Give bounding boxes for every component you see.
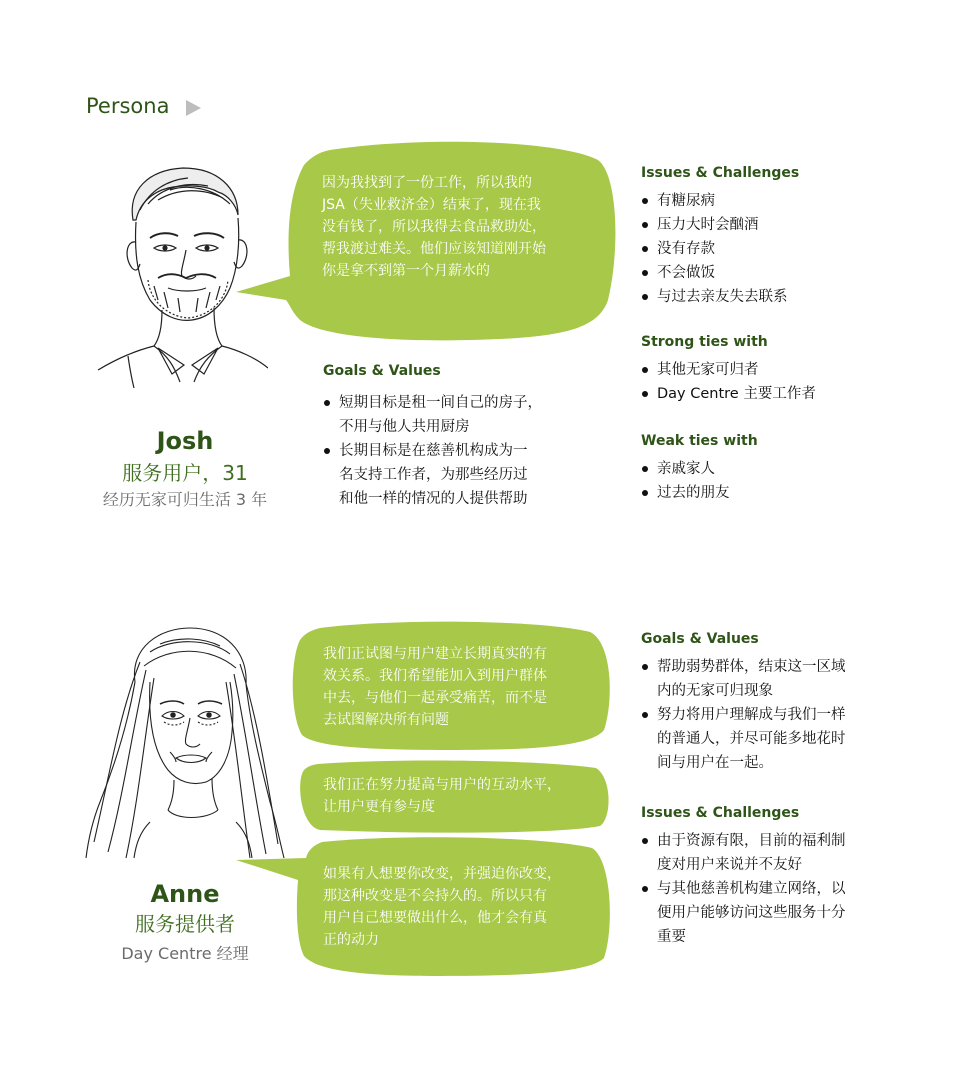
list-item-line: 短期目标是租一间自己的房子，	[339, 395, 542, 411]
anne-quote-line: 正的动力	[323, 932, 379, 948]
josh-quote-line: 帮我渡过难关。他们应该知道刚开始	[322, 241, 546, 257]
josh-weak-ties-heading: Weak ties with	[641, 433, 758, 449]
josh-strong-ties-section	[641, 334, 901, 406]
anne-quote-line: 去试图解决所有问题	[323, 712, 449, 728]
josh-name: Josh	[156, 427, 214, 455]
josh-issues-section	[641, 165, 901, 309]
list-item: 与过去亲友失去联系	[641, 285, 901, 309]
list-item-line: 帮助弱势群体，结束这一区域	[657, 659, 846, 675]
list-item-line: 便用户能够访问这些服务十分	[657, 905, 846, 921]
anne-role: 服务提供者	[135, 912, 235, 936]
list-item	[323, 439, 593, 511]
anne-quote-line: 如果有人想要你改变，并强迫你改变，	[323, 866, 561, 882]
page-title: Persona	[86, 94, 170, 118]
list-item: 其他无家可归者	[641, 358, 901, 382]
josh-issues-heading: Issues & Challenges	[641, 165, 800, 181]
list-item-line: 不用与他人共用厨房	[339, 419, 470, 435]
list-item-line: 名支持工作者，为那些经历过	[339, 467, 528, 483]
anne-issues-list	[641, 829, 901, 949]
man-sketch-portrait	[88, 160, 268, 390]
anne-quote-line: 用户自己想要做出什么，他才会有真	[323, 910, 547, 926]
list-item: 压力大时会酗酒	[641, 213, 901, 237]
anne-quote-line: 我们正试图与用户建立长期真实的有	[323, 646, 547, 662]
anne-desc: Day Centre 经理	[121, 944, 249, 963]
anne-goals-section	[641, 631, 901, 775]
list-item	[641, 829, 901, 877]
josh-quote-line: 因为我找到了一份工作，所以我的	[322, 175, 532, 191]
list-item-line: 内的无家可归现象	[657, 683, 773, 699]
josh-weak-ties-list	[641, 457, 901, 505]
list-item	[323, 391, 593, 439]
anne-quote-2	[323, 774, 608, 818]
woman-sketch-portrait	[80, 622, 290, 862]
josh-strong-ties-list	[641, 358, 901, 406]
josh-desc: 经历无家可归生活 3 年	[102, 490, 268, 509]
list-item: 亲戚家人	[641, 457, 901, 481]
anne-quote-1	[323, 643, 603, 731]
josh-weak-ties-section	[641, 433, 901, 505]
anne-quote-line: 中去，与他们一起承受痛苦，而不是	[323, 690, 547, 706]
anne-issues-section	[641, 805, 901, 949]
josh-quote-line: 你是拿不到第一个月薪水的	[322, 263, 490, 279]
josh-goals-section	[323, 363, 593, 511]
list-item: 没有存款	[641, 237, 901, 261]
josh-strong-ties-heading: Strong ties with	[641, 334, 768, 350]
list-item-line: 重要	[657, 929, 686, 945]
anne-quote-line: 让用户更有参与度	[323, 799, 435, 815]
list-item-line: 由于资源有限，目前的福利制	[657, 833, 846, 849]
list-item-line: 努力将用户理解成与我们一样	[657, 707, 846, 723]
josh-quote	[322, 172, 602, 282]
list-item: Day Centre 主要工作者	[641, 382, 901, 406]
josh-issues-list	[641, 189, 901, 309]
josh-quote-line: 没有钱了，所以我得去食品救助处，	[322, 219, 546, 235]
anne-quote-line: 那这种改变是不会持久的。所以只有	[323, 888, 547, 904]
anne-quote-line: 我们正在努力提高与用户的互动水平，	[323, 777, 561, 793]
list-item: 有糖尿病	[641, 189, 901, 213]
list-item: 不会做饭	[641, 261, 901, 285]
anne-quote-3	[323, 863, 608, 951]
list-item-line: 间与用户在一起。	[657, 755, 773, 771]
josh-goals-list	[323, 391, 593, 511]
list-item	[641, 877, 901, 949]
list-item-line: 和他一样的情况的人提供帮助	[339, 491, 528, 507]
josh-goals-heading: Goals & Values	[323, 363, 441, 379]
anne-name: Anne	[150, 880, 220, 908]
list-item	[641, 703, 901, 775]
anne-goals-heading: Goals & Values	[641, 631, 759, 647]
list-item	[641, 655, 901, 703]
list-item: 过去的朋友	[641, 481, 901, 505]
anne-goals-list	[641, 655, 901, 775]
list-item-line: 长期目标是在慈善机构成为一	[339, 443, 528, 459]
list-item-line: 度对用户来说并不友好	[657, 857, 802, 873]
list-item-line: 与其他慈善机构建立网络，以	[657, 881, 846, 897]
anne-quote-line: 效关系。我们希望能加入到用户群体	[323, 668, 547, 684]
josh-role: 服务用户，31	[122, 461, 248, 485]
josh-quote-line: JSA（失业救济金）结束了，现在我	[322, 197, 541, 213]
anne-issues-heading: Issues & Challenges	[641, 805, 800, 821]
list-item-line: 的普通人，并尽可能多地花时	[657, 731, 846, 747]
